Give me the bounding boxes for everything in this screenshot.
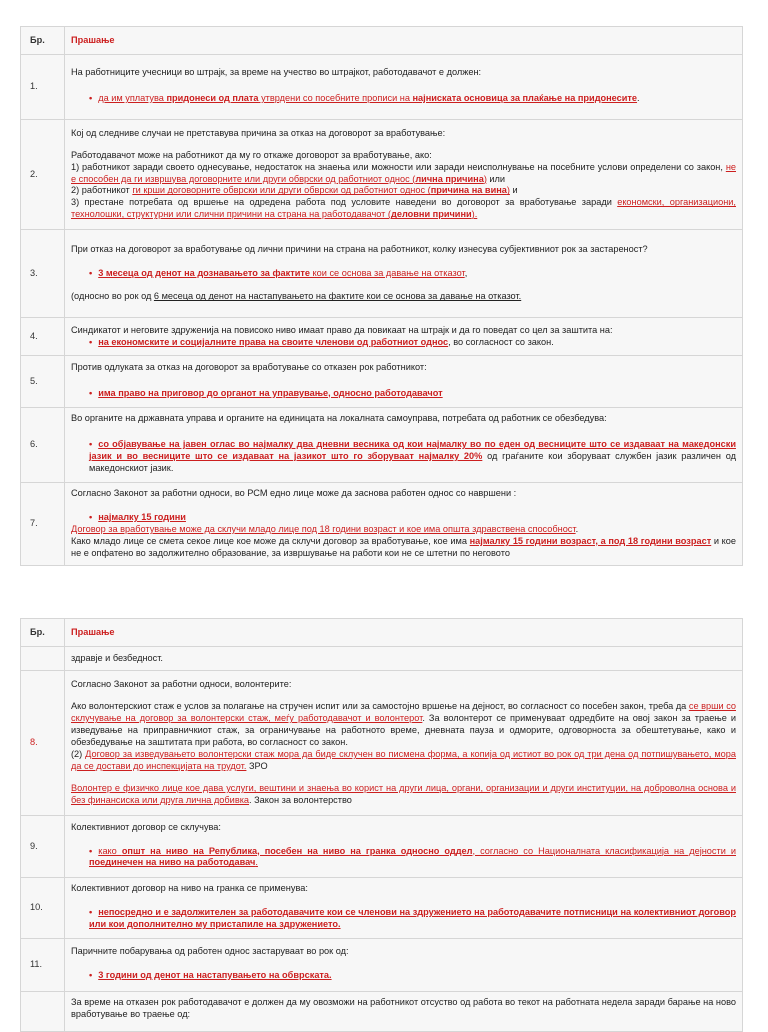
answer-note: (односно во рок од 6 месеца од денот на настапувањето на фактите кои се основа за давање на отказот. (71, 291, 522, 302)
question-row-10 (21, 878, 743, 939)
header-question: Прашање (65, 619, 743, 647)
answer-paragraph: 2) работникот ги крши договорните обврски или други обврски од работниот однос (причина на вина) и (71, 185, 518, 196)
answer-bullet: • да им уплатува придонеси од плата утврдени со посебните прописи на најниската основица за плаќање на придонесите. (89, 93, 640, 103)
question-number: 8. (21, 671, 65, 816)
continuation-row (21, 647, 743, 671)
question-text: Колективниот договор се склучува: (71, 821, 221, 832)
question-row-2 (21, 120, 743, 230)
answer-bullet: • има право на приговор до органот на управување, односно работодавачот (89, 387, 443, 398)
question-text: Кој од следниве случаи не претставува причина за отказ на договорот за вработување: (71, 127, 446, 138)
question-cell (65, 671, 743, 816)
question-cell (65, 483, 743, 566)
table-header (21, 27, 743, 55)
question-text: Во органите на државната управа и органите на единицата на локалната самоуправа, потребата од работник се обезбедува: (71, 413, 607, 424)
question-row-1 (21, 55, 743, 120)
page-2 (20, 618, 743, 1032)
question-number: 9. (21, 816, 65, 878)
question-cell (65, 938, 743, 991)
question-number: 11. (21, 938, 65, 991)
question-row-7 (21, 483, 743, 566)
question-text: За време на отказен рок работодавачот е должен да му овозможи на работникот отсуство од работа во текот на работната недела заради барање на ново вработување во траење од: (71, 996, 736, 1019)
questions-table-1 (20, 26, 743, 566)
answer-note: Како младо лице се смета секое лице кое може да склучи договор за вработување, кое има најмалку 15 години возраст, а под 18 години возраст и кое не е опфатено во задолжително образование, за извршување на работи кои не се штетни по неговото (71, 535, 736, 558)
answer-bullet: • на економските и социјалните права на своите членови од работниот однос, во согласност со закон. (89, 336, 554, 347)
question-cell (65, 318, 743, 356)
question-cell (65, 991, 743, 1031)
answer-paragraph: 3) престане потребата од вршење на одредена работа под условите наведени во договорот за вработување заради економски, организациони, технолошки, структурни или слични причини на страна на работодавачот (деловни причини). (71, 197, 736, 220)
question-text: Синдикатот и неговите здруженија на повисоко ниво имаат право да повикаат на штрајк и да го поведат со цел за заштита на: (71, 324, 613, 335)
question-cell (65, 878, 743, 939)
answer-paragraph: Волонтер е физичко лице кое дава услуги, вештини и знаења во корист на други лица, органи, организации и други институции, на доброволна основа и без финансиска или друга лична добивка. Закон за волонтерство (71, 782, 736, 805)
page-1 (20, 26, 743, 566)
answer-bullet: • непосредно и е задолжителен за работодавачите кои се членови на здружението на работодавачите потписници на колективниот договор или кои дополнително му пристапиле на здружението. (89, 906, 736, 929)
question-cell (65, 55, 743, 120)
question-text: При отказ на договорот за вработување од лични причини на страна на работникот, колку изнесува субјективниот рок за застареност? (71, 243, 648, 254)
question-row-6 (21, 408, 743, 483)
question-row-11 (21, 938, 743, 991)
answer-bullet: • најмалку 15 години (89, 511, 186, 522)
question-row-12 (21, 991, 743, 1031)
question-cell (65, 120, 743, 230)
question-text: Колективниот договор на ниво на гранка се применува: (71, 883, 308, 893)
question-number: 4. (21, 318, 65, 356)
question-number-empty (21, 647, 65, 671)
question-row-5 (21, 356, 743, 408)
answer-note: Договор за вработување може да склучи младо лице под 18 години возраст и кое има општа здравствена способност. (71, 523, 579, 534)
continuation-text: здравје и безбедност. (65, 647, 743, 671)
header-number: Бр. (21, 27, 65, 55)
header-number: Бр. (21, 619, 65, 647)
question-number: 10. (21, 878, 65, 939)
answer-bullet: • 3 години од денот на настапувањето на обврската. (89, 969, 332, 980)
question-text: Против одлуката за отказ на договорот за вработување со отказен рок работникот: (71, 361, 427, 372)
question-number: 5. (21, 356, 65, 408)
question-number: 1. (21, 55, 65, 120)
answer-paragraph: 1) работникот заради своето однесување, недостаток на знаења или можности или заради неисполнување на посебните услови определени со закон, не е способен да ги извршува договорните или други обврски од работниот однос (лична причина) или (71, 161, 736, 184)
question-row-3 (21, 230, 743, 318)
answer-bullet: • 3 месеца од денот на дознавањето за фактите кои се основа за давање на отказот, (89, 267, 468, 278)
question-cell (65, 230, 743, 318)
question-row-9 (21, 816, 743, 878)
question-number: 7. (21, 483, 65, 566)
question-text: Согласно Законот за работни односи, волонтерите: (71, 679, 292, 690)
question-row-8 (21, 671, 743, 816)
question-text: Согласно Законот за работни односи, во РСМ едно лице може да заснова работен однос со навршени : (71, 488, 517, 498)
question-number: 6. (21, 408, 65, 483)
answer-paragraph: Ако волонтерскиот стаж е услов за полагање на стручен испит или за самостојно вршење на дејност, во согласност со посебен закон, треба да се врши со склучување на договор за волонтерски стаж, меѓу работодавачот и волонтерот. За волонтерот се применуваат одредбите на овој закон за траење и изведување на приправничкиот стаж, за ограничување на работното време, дневната пауза и одморите, одговорноста за обештетување, како и обезбедување на заштитата при работа, во согласност со закон. (71, 701, 737, 748)
question-cell (65, 816, 743, 878)
question-row-4 (21, 318, 743, 356)
question-cell (65, 356, 743, 408)
question-cell (65, 408, 743, 483)
answer-paragraph: Работодавачот може на работникот да му го откаже договорот за вработување, ако: (71, 149, 432, 160)
question-text: На работниците учесници во штрајк, за време на учество во штрајкот, работодавачот е должен: (71, 67, 482, 78)
table-header (21, 619, 743, 647)
question-number-empty (21, 991, 65, 1031)
question-text: Паричните побарувања од работен однос застаруваат во рок од: (71, 945, 349, 956)
answer-bullet: • како општ на ниво на Република, посебен на ниво на гранка односно оддел, согласно со Националната класификација на дејности и поединечен на ниво на работодавач. (89, 845, 736, 868)
questions-table-2 (20, 618, 743, 1032)
answer-paragraph: (2) Договор за изведувањето волонтерски стаж мора да биде склучен во писмена форма, а копија од истиот во рок од три дена од потпишувањето, мора да се достави до инспекцијата на трудот. ЗРО (71, 748, 737, 771)
question-number: 2. (21, 120, 65, 230)
answer-bullet: • со објавување на јавен оглас во најмалку два дневни весника од кои најмалку во по еден од весниците што се издаваат на македонски јазик и во весниците што се издаваат на јазикот што го зборуваат најмалку 20% од граѓаните кои зборуваат службен јазик различен од македонскиот јазик. (89, 439, 736, 473)
question-number: 3. (21, 230, 65, 318)
header-question: Прашање (65, 27, 743, 55)
